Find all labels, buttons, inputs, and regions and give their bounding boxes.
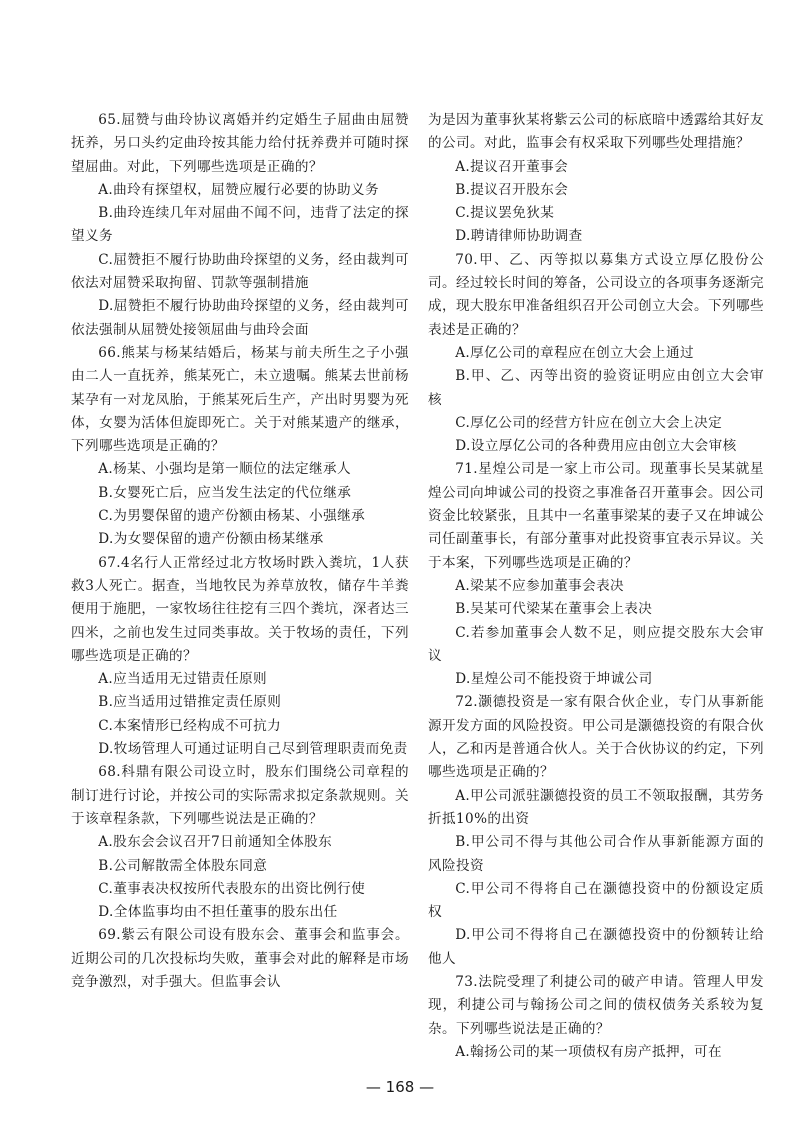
option-69-b: B.提议召开股东会 [455, 181, 569, 198]
option-72-d: D.甲公司不得将自己在灏德投资中的份额转让给他人 [428, 927, 764, 967]
question-73: 73.法院受理了利捷公司的破产申请。管理人甲发现，利捷公司与翰扬公司之间的债权债务关系较为复杂。下列哪些说法是正确的？ [428, 973, 764, 1037]
option-70-b: B.甲、乙、丙等出资的验资证明应由创立大会审核 [428, 368, 764, 408]
option-68-a: A.股东会会议召开7日前通知全体股东 [98, 834, 333, 851]
option-71-b: B.吴某可代梁某在董事会上表决 [455, 601, 653, 618]
option-69-d: D.聘请律师协助调查 [455, 228, 583, 245]
question-70: 70.甲、乙、丙等拟以募集方式设立厚亿股份公司。经过较长时间的筹备，公司设立的各项事务逐渐完成，现大股东甲准备组织召开公司创立大会。下列哪些表述是正确的？ [428, 251, 764, 338]
option-72-b: B.甲公司不得与其他公司合作从事新能源方面的风险投资 [428, 834, 764, 874]
question-67: 67.4名行人正常经过北方牧场时跌入粪坑，1人获救3人死亡。据查，当地牧民为养草放牧，储存牛羊粪便用于施肥，一家牧场往往挖有三四个粪坑，深者达三四米，之前也发生过同类事故。关于牧场的责任，下列哪些选项是正确的？ [71, 554, 409, 664]
option-65-c: C.屈赞拒不履行协助曲玲探望的义务，经由裁判可依法对屈赞采取拘留、罚款等强制措施 [71, 251, 409, 292]
left-column [71, 109, 409, 994]
option-73-a: A.翰扬公司的某一项债权有房产抵押，可在 [455, 1043, 723, 1060]
option-70-a: A.厚亿公司的章程应在创立大会上通过 [455, 344, 695, 361]
question-71: 71.星煌公司是一家上市公司。现董事长吴某就星煌公司向坤诚公司的投资之事准备召开董事会。因公司资金比较紧张，且其中一名董事梁某的妻子又在坤诚公司任副董事长，有部分董事对此投资事宜表示异议。关于本案，下列哪些选项是正确的？ [428, 461, 764, 571]
option-70-d: D.设立厚亿公司的各种费用应由创立大会审核 [455, 438, 737, 455]
option-67-c: C.本案情形已经构成不可抗力 [98, 717, 282, 734]
option-67-a: A.应当适用无过错责任原则 [98, 671, 268, 688]
option-65-a: A.曲玲有探望权，屈赞应履行必要的协助义务 [98, 181, 380, 198]
question-68: 68.科鼎有限公司设立时，股东们围绕公司章程的制订进行讨论，并按公司的实际需求拟定条款规则。关于该章程条款，下列哪些说法是正确的？ [71, 764, 409, 827]
option-72-c: C.甲公司不得将自己在灏德投资中的份额设定质权 [428, 880, 764, 921]
option-71-c: C.若参加董事会人数不足，则应提交股东大会审议 [428, 624, 764, 664]
question-72: 72.灏德投资是一家有限合伙企业，专门从事新能源开发方面的风险投资。甲公司是灏德投资的有限合伙人，乙和丙是普通合伙人。关于合伙协议的约定，下列哪些选项是正确的？ [428, 694, 764, 781]
option-66-b: B.女婴死亡后，应当发生法定的代位继承 [98, 484, 352, 501]
option-65-b: B.曲玲连续几年对屈曲不闻不问，违背了法定的探望义务 [71, 205, 409, 245]
option-72-a: A.甲公司派驻灏德投资的员工不领取报酬，其劳务折抵10%的出资 [428, 787, 764, 827]
option-66-c: C.为男婴保留的遗产份额由杨某、小强继承 [98, 508, 366, 525]
option-68-c: C.董事表决权按所代表股东的出资比例行使 [98, 880, 366, 897]
option-71-d: D.星煌公司不能投资于坤诚公司 [455, 671, 653, 688]
option-66-a: A.杨某、小强均是第一顺位的法定继承人 [98, 461, 352, 478]
question-69-continued: 为是因为董事狄某将紫云公司的标底暗中透露给其好友的公司。对此，监事会有权采取下列哪些处理措施？ [428, 112, 764, 152]
option-68-b: B.公司解散需全体股东同意 [98, 857, 268, 874]
question-66: 66.熊某与杨某结婚后，杨某与前夫所生之子小强由二人一直抚养，熊某死亡，未立遗嘱。熊某去世前杨某孕有一对龙凤胎，于熊某死后生产，产出时男婴为死体，女婴为活体但旋即死亡。关于对熊某遗产的继承，下列哪些选项是正确的？ [71, 344, 409, 455]
option-67-d: D.牧场管理人可通过证明自己尽到管理职责而免责 [98, 741, 408, 758]
page-number: — 168 — [365, 1078, 435, 1096]
option-65-d: D.屈赞拒不履行协助曲玲探望的义务，经由裁判可依法强制从屈赞处接领屈曲与曲玲会面 [71, 298, 409, 338]
option-67-b: B.应当适用过错推定责任原则 [98, 694, 282, 711]
right-column [428, 109, 764, 1064]
question-69: 69.紫云有限公司设有股东会、董事会和监事会。近期公司的几次投标均失败，董事会对此的解释是市场竞争激烈，对手强大。但监事会认 [71, 927, 409, 990]
option-69-a: A.提议召开董事会 [455, 158, 569, 175]
option-69-c: C.提议罢免狄某 [455, 205, 555, 222]
option-70-c: C.厚亿公司的经营方针应在创立大会上决定 [455, 414, 723, 431]
option-68-d: D.全体监事均由不担任董事的股东出任 [98, 904, 338, 921]
option-71-a: A.梁某不应参加董事会表决 [455, 577, 625, 594]
question-65: 65.屈赞与曲玲协议离婚并约定婚生子屈曲由屈赞抚养，另口头约定曲玲按其能力给付抚养费并可随时探望屈曲。对此，下列哪些选项是正确的？ [71, 112, 409, 175]
option-66-d: D.为女婴保留的遗产份额由杨某继承 [98, 531, 324, 548]
